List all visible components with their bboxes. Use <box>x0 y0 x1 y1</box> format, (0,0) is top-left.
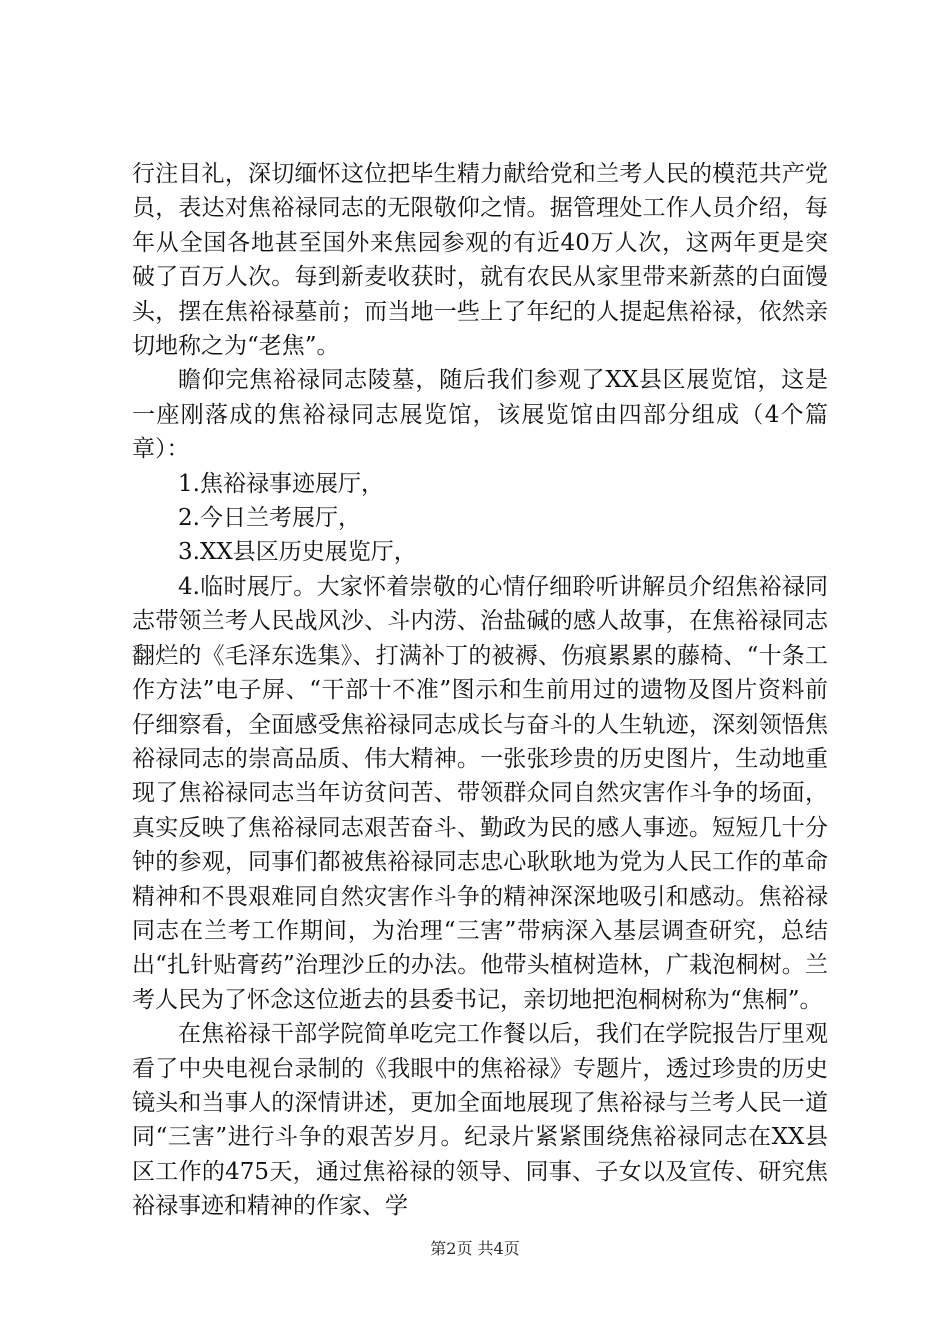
list-item-3: 3.XX县区历史展览厅， <box>178 539 417 566</box>
document-body <box>132 157 828 1224</box>
page-footer: 第2页 共4页 <box>430 1239 520 1258</box>
paragraph-2: 瞻仰完焦裕禄同志陵墓，随后我们参观了XX县区展览馆，这是一座刚落成的焦裕禄同志展览馆，该展览馆由四部分组成（4个篇章）： <box>132 367 828 463</box>
list-item-4-paragraph: 4.临时展厅。大家怀着崇敬的心情仔细聆听讲解员介绍焦裕禄同志带领兰考人民战风沙、斗内涝、治盐碱的感人故事，在焦裕禄同志翻烂的《毛泽东选集》、打满补丁的被褥、伤痕累累的藤椅、“十条工作方法”电子屏、“干部十不准”图示和生前用过的遗物及图片资料前仔细察看，全面感受焦裕禄同志成长与奋斗的人生轨迹，深刻领悟焦裕禄同志的崇高品质、伟大精神。一张张珍贵的历史图片，生动地重现了焦裕禄同志当年访贫问苦、带领群众同自然灾害作斗争的场面，真实反映了焦裕禄同志艰苦奋斗、勤政为民的感人事迹。短短几十分钟的参观，同事们都被焦裕禄同志忠心耿耿地为党为人民工作的革命精神和不畏艰难同自然灾害作斗争的精神深深地吸引和感动。焦裕禄同志在兰考工作期间，为治理“三害”带病深入基层调查研究，总结出“扎针贴膏药”治理沙丘的办法。他带头植树造林，广栽泡桐树。兰考人民为了怀念这位逝去的县委书记，亲切地把泡桐树称为“焦桐”。 <box>132 573 828 1013</box>
paragraph-1: 行注目礼，深切缅怀这位把毕生精力献给党和兰考人民的模范共产党员，表达对焦裕禄同志的无限敬仰之情。据管理处工作人员介绍，每年从全国各地甚至国外来焦园参观的有近40万人次，这两年更是突破了百万人次。每到新麦收获时，就有农民从家里带来新蒸的白面馒头，摆在焦裕禄墓前；而当地一些上了年纪的人提起焦裕禄，依然亲切地称之为“老焦”。 <box>132 161 828 360</box>
paragraph-7: 在焦裕禄干部学院简单吃完工作餐以后，我们在学院报告厅里观看了中央电视台录制的《我眼中的焦裕禄》专题片，透过珍贵的历史镜头和当事人的深情讲述，更加全面地展现了焦裕禄与兰考人民一道同“三害”进行斗争的艰苦岁月。纪录片紧紧围绕焦裕禄同志在XX县区工作的475天，通过焦裕禄的领导、同事、子女以及宣传、研究焦裕禄事迹和精神的作家、学 <box>132 1021 828 1220</box>
list-item-2: 2.今日兰考展厅， <box>178 505 361 532</box>
list-item-1: 1.焦裕禄事迹展厅， <box>178 470 384 497</box>
